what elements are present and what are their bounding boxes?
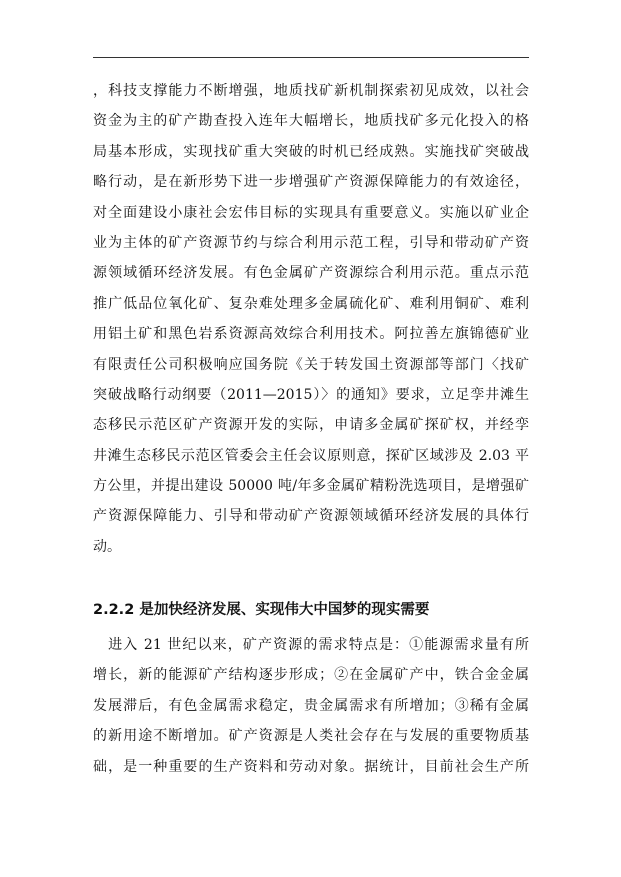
paragraph-line: 进入 21 世纪以来，矿产资源的需求特点是：①能源需求量有所: [93, 637, 529, 653]
paragraph-line: 业为主体的矿产资源节约与综合利用示范工程，引导和带动矿产资: [93, 234, 529, 251]
paragraph-line: 方公里，并提出建设 50000 吨/年多金属矿精粉洗选项目，是增强矿: [93, 478, 529, 495]
paragraph-line: ，科技支撑能力不断增强，地质找矿新机制探索初见成效，以社会: [93, 83, 529, 99]
paragraph-line: 增长，新的能源矿产结构逐步形成；②在金属矿产中，铁合金金属: [93, 667, 529, 684]
paragraph-line: 发展滞后，有色金属需求稳定，贵金属需求有所增加；③稀有金属: [93, 697, 529, 714]
header-rule: [93, 57, 529, 58]
paragraph-line: 对全面建设小康社会宏伟目标的实现具有重要意义。实施以矿业企: [93, 204, 529, 221]
paragraph-line: 资金为主的矿产勘查投入连年大幅增长，地质找矿多元化投入的格: [93, 113, 529, 130]
paragraph-line: 动。: [93, 538, 121, 555]
paragraph-line: 的新用途不断增加。矿产资源是人类社会存在与发展的重要物质基: [93, 728, 529, 745]
paragraph-line: 突破战略行动纲要（2011—2015）〉的通知》要求，立足孪井滩生: [93, 386, 529, 403]
paragraph-line: 有限责任公司积极响应国务院《关于转发国土资源部等部门〈找矿: [93, 356, 529, 373]
paragraph-2: [93, 630, 529, 782]
paragraph-line: 态移民示范区矿产资源开发的实际，申请多金属矿探矿权，并经孪: [93, 417, 529, 434]
paragraph-line: 推广低品位氧化矿、复杂难处理多金属硫化矿、难利用铜矿、难利: [93, 295, 529, 312]
section-heading: 2.2.2 是加快经济发展、实现伟大中国梦的现实需要: [93, 602, 430, 618]
paragraph-1: [93, 76, 529, 562]
paragraph-line: 础，是一种重要的生产资料和劳动对象。据统计，目前社会生产所: [93, 758, 529, 775]
paragraph-line: 产资源保障能力、引导和带动矿产资源领域循环经济发展的具体行: [93, 508, 529, 525]
paragraph-line: 源领域循环经济发展。有色金属矿产资源综合利用示范。重点示范: [93, 265, 529, 282]
paragraph-line: 用铝土矿和黑色岩系资源高效综合利用技术。阿拉善左旗锦德矿业: [93, 326, 529, 343]
paragraph-line: 井滩生态移民示范区管委会主任会议原则意，探矿区域涉及 2.03 平: [93, 447, 529, 464]
paragraph-line: 局基本形成，实现找矿重大突破的时机已经成熟。实施找矿突破战: [93, 143, 529, 160]
paragraph-line: 略行动，是在新形势下进一步增强矿产资源保障能力的有效途径，: [93, 174, 529, 191]
